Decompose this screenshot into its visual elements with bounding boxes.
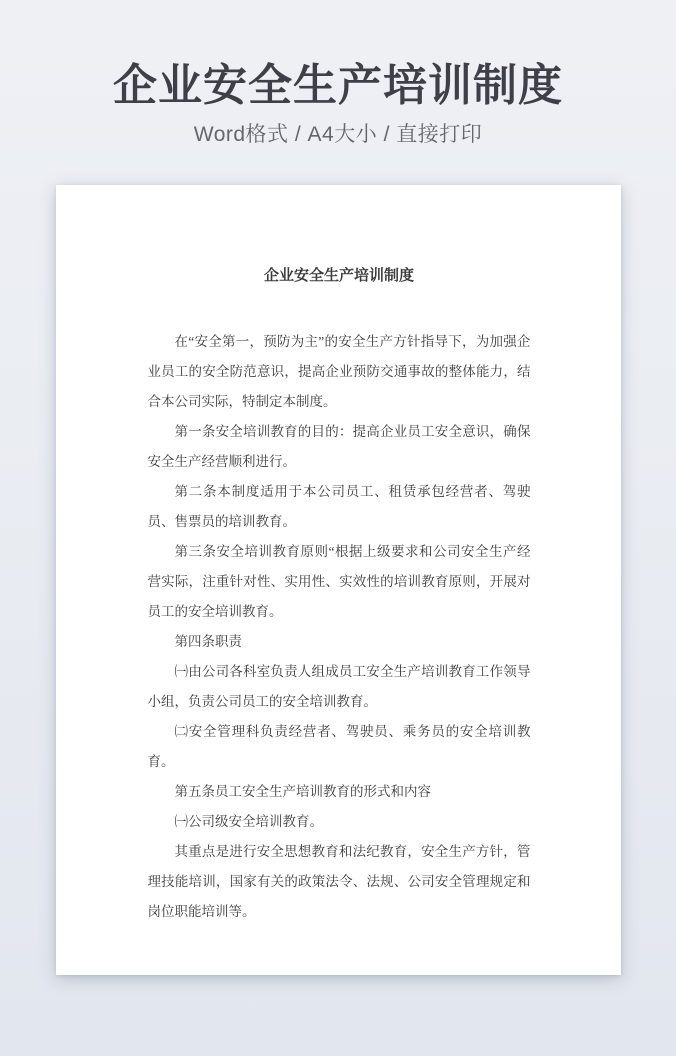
poster-subtitle: Word格式 / A4大小 / 直接打印: [193, 123, 483, 146]
doc-paragraph: 在“安全第一，预防为主”的安全生产方针指导下，为加强企业员工的安全防范意识，提高企业预防交通事故的整体能力，结合本公司实际，特制定本制度。: [147, 334, 531, 409]
document-page: [56, 185, 621, 975]
doc-paragraph: 第五条员工安全生产培训教育的形式和内容: [174, 784, 431, 799]
doc-paragraph: 其重点是进行安全思想教育和法纪教育，安全生产方针，管理技能培训，国家有关的政策法令、法规、公司安全管理规定和岗位职能培训等。: [147, 844, 531, 919]
doc-paragraph: 第三条安全培训教育原则“根据上级要求和公司安全生产经营实际，注重针对性、实用性、实效性的培训教育原则，开展对员工的安全培训教育。: [147, 544, 531, 619]
doc-paragraph: 第一条安全培训教育的目的：提高企业员工安全意识，确保安全生产经营顺利进行。: [147, 424, 531, 469]
poster-header: [0, 0, 676, 147]
poster-title: 企业安全生产培训制度: [113, 61, 563, 110]
doc-paragraph: 第二条本制度适用于本公司员工、租赁承包经营者、驾驶员、售票员的培训教育。: [147, 484, 531, 529]
doc-paragraph: ㈡安全管理科负责经营者、驾驶员、乘务员的安全培训教育。: [147, 724, 531, 769]
doc-paragraph: ㈠由公司各科室负责人组成员工安全生产培训教育工作领导小组，负责公司员工的安全培训教育。: [147, 664, 531, 709]
doc-paragraph: ㈠公司级安全培训教育。: [174, 814, 323, 829]
document-title: 企业安全生产培训制度: [263, 268, 414, 284]
doc-paragraph: 第四条职责: [174, 634, 242, 649]
document-body: [148, 265, 531, 927]
